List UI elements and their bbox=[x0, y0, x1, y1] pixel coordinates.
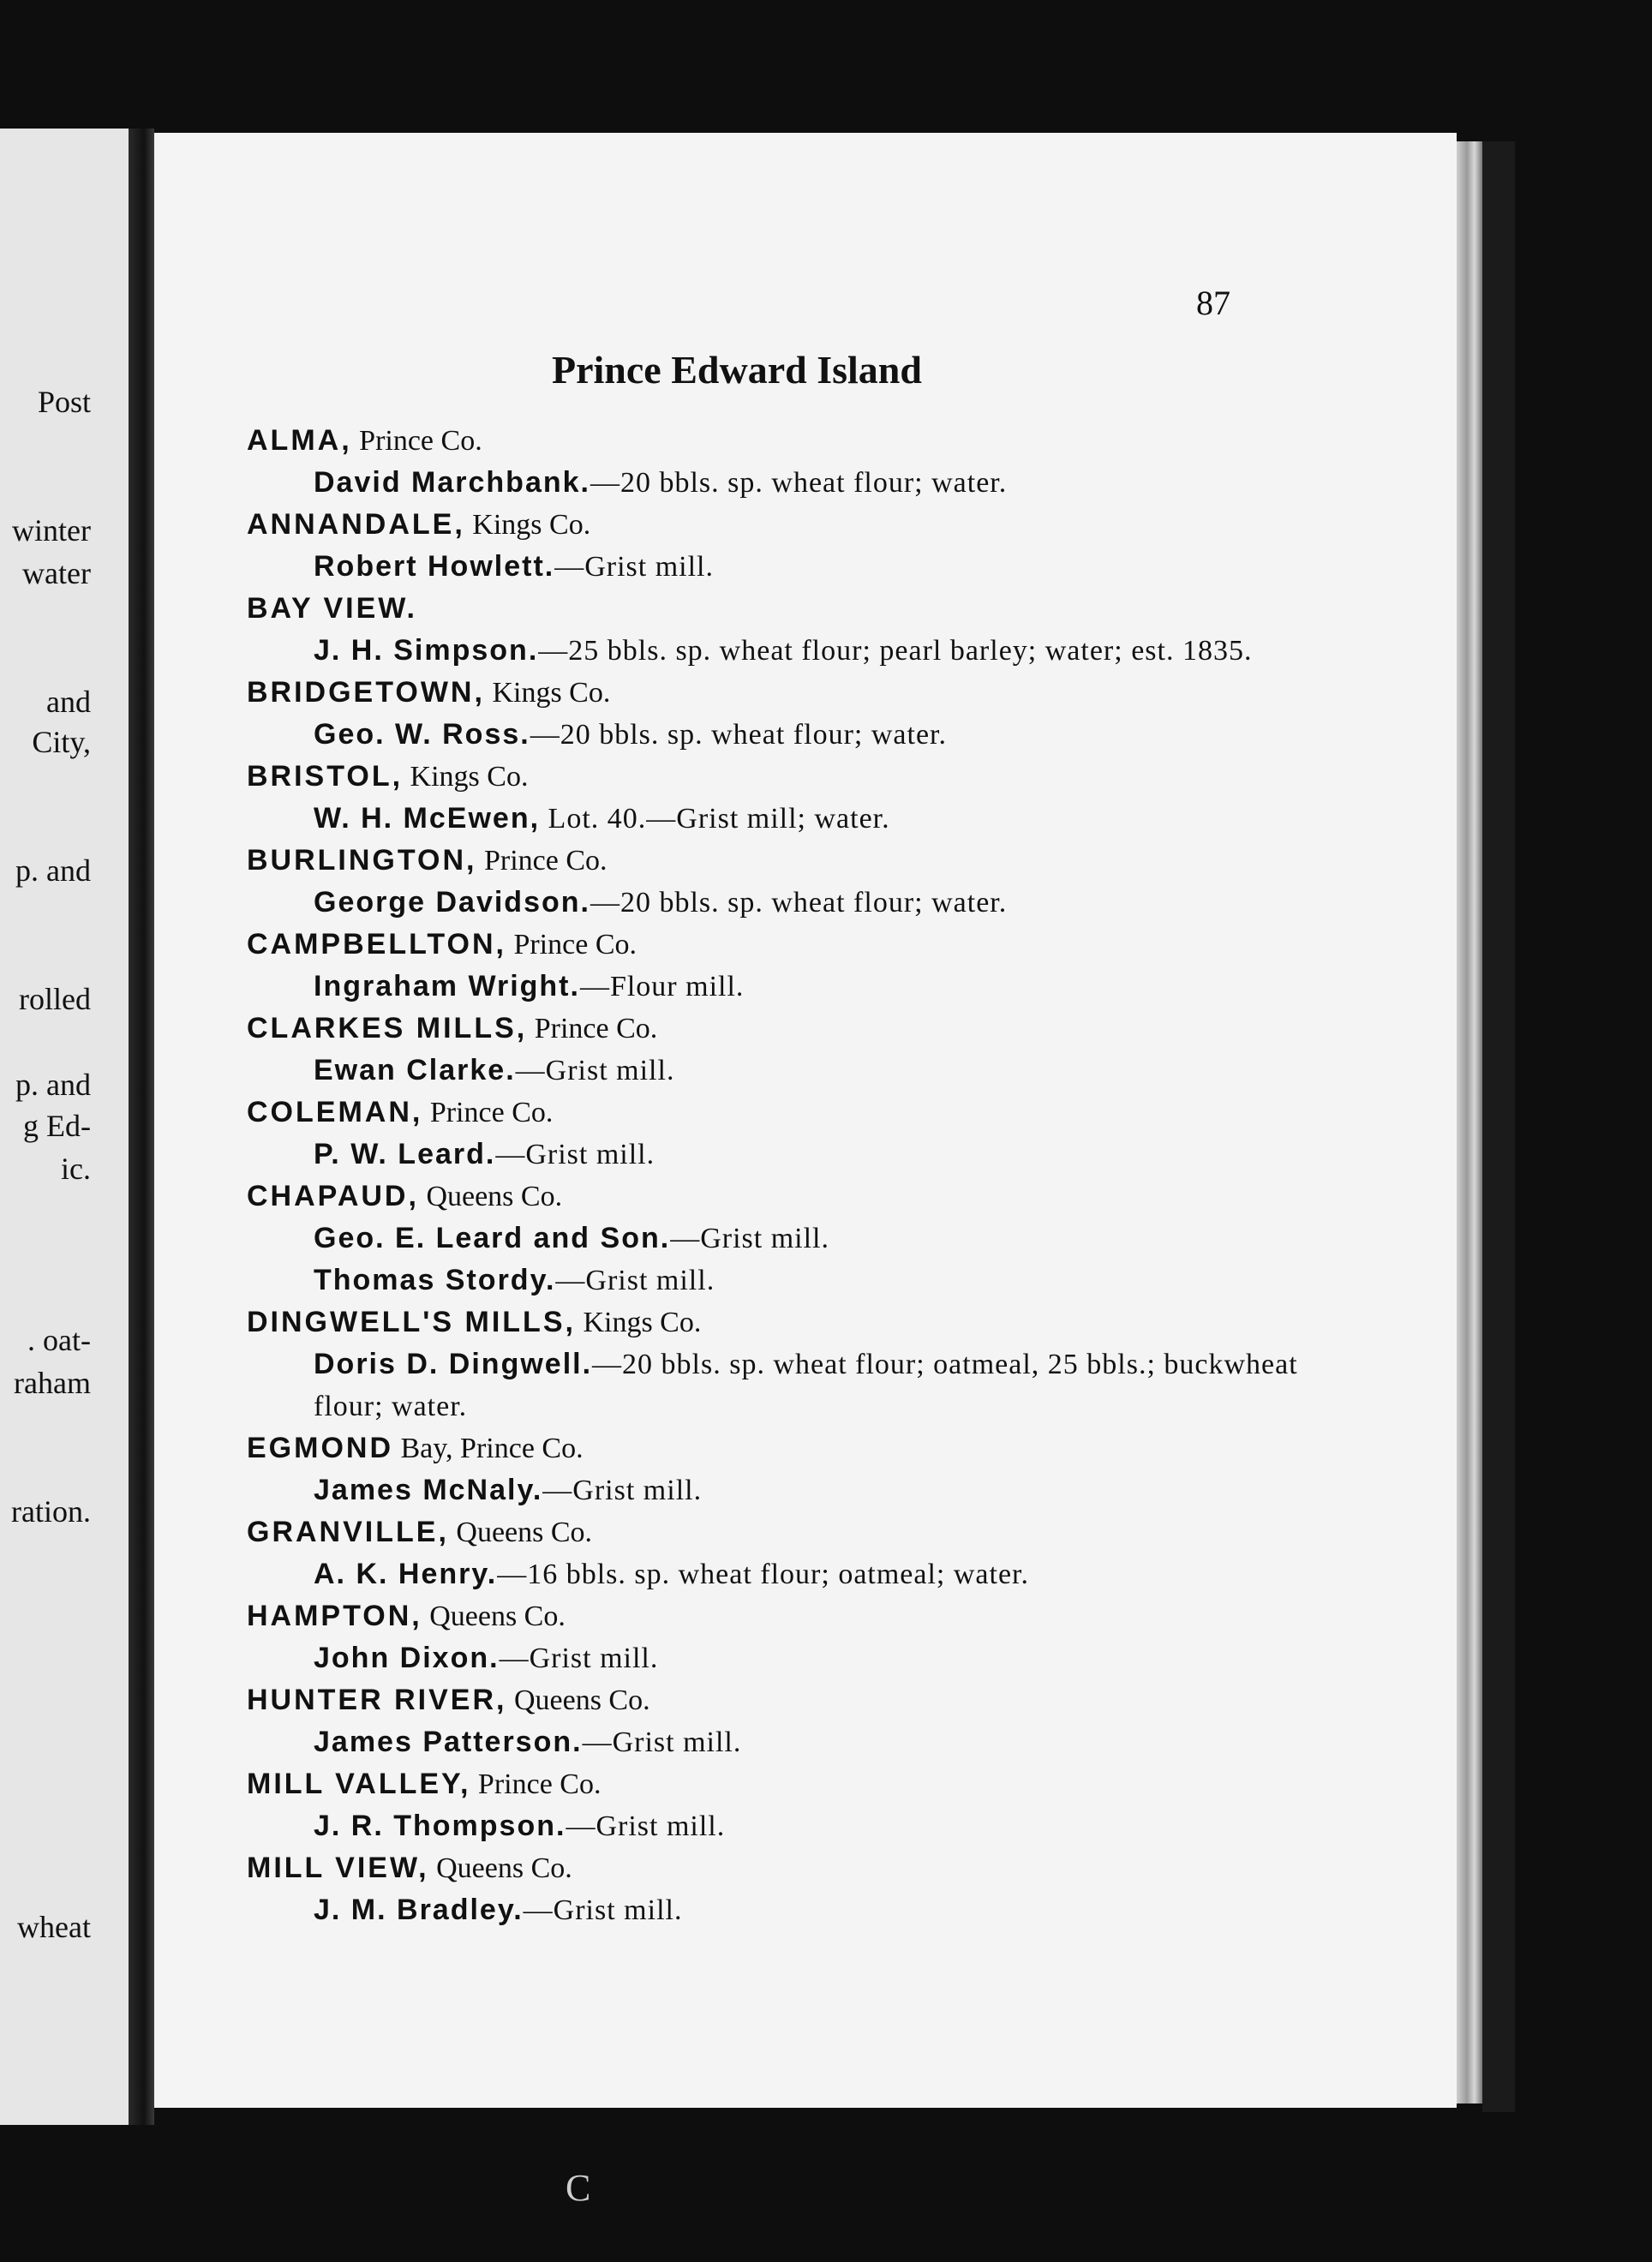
mill-directory-list bbox=[247, 420, 1301, 1931]
mill-record bbox=[247, 1260, 1301, 1302]
mill-description: —Flour mill. bbox=[579, 971, 745, 1002]
miller-name: Robert Howlett. bbox=[314, 550, 555, 583]
mill-description: —Grist mill. bbox=[670, 1223, 829, 1254]
place-name: BAY VIEW. bbox=[247, 592, 417, 625]
county-name: Queens Co. bbox=[422, 1601, 566, 1632]
place-name: MILL VALLEY, bbox=[247, 1768, 471, 1800]
page-number: 87 bbox=[1196, 284, 1230, 322]
left-page-fragment: p. and bbox=[15, 1068, 91, 1102]
directory-entry bbox=[247, 756, 1301, 840]
place-heading bbox=[247, 1511, 1301, 1553]
county-name: Kings Co. bbox=[464, 509, 591, 541]
county-name: Queens Co. bbox=[506, 1685, 650, 1716]
miller-name: Ewan Clarke. bbox=[314, 1054, 516, 1086]
county-name: Prince Co. bbox=[351, 425, 482, 457]
left-page-fragment: rolled bbox=[19, 982, 91, 1016]
directory-entry bbox=[247, 1595, 1301, 1679]
place-heading bbox=[247, 840, 1301, 882]
place-heading bbox=[247, 672, 1301, 714]
mill-description: —Grist mill. bbox=[582, 1726, 742, 1758]
place-heading bbox=[247, 1092, 1301, 1134]
miller-name: David Marchbank. bbox=[314, 466, 590, 499]
left-page-fragment: City, bbox=[32, 725, 91, 759]
county-name: Prince Co. bbox=[476, 845, 608, 877]
mill-description: —Grist mill. bbox=[554, 551, 715, 583]
directory-entry bbox=[247, 672, 1301, 756]
county-name: Kings Co. bbox=[484, 677, 611, 709]
directory-entry bbox=[247, 1511, 1301, 1595]
left-page-fragment: p. and bbox=[15, 853, 91, 888]
county-name: Kings Co. bbox=[403, 761, 529, 793]
mill-record bbox=[247, 1889, 1301, 1931]
county-name: Bay, Prince Co. bbox=[393, 1433, 584, 1464]
place-heading bbox=[247, 1302, 1301, 1343]
mill-record bbox=[247, 1134, 1301, 1176]
previous-page-strip bbox=[0, 129, 129, 2125]
mill-description: —Grist mill. bbox=[523, 1894, 683, 1926]
place-heading bbox=[247, 1176, 1301, 1218]
left-page-fragment: raham bbox=[14, 1366, 91, 1400]
place-heading bbox=[247, 1008, 1301, 1050]
book-cover-edge bbox=[1482, 141, 1515, 2112]
mill-record bbox=[247, 630, 1301, 672]
place-name: ANNANDALE, bbox=[247, 508, 465, 541]
place-name: EGMOND bbox=[247, 1432, 393, 1464]
mill-record bbox=[247, 1343, 1301, 1427]
mill-description: —20 bbls. sp. wheat flour; water. bbox=[590, 887, 1008, 919]
place-name: CAMPBELLTON, bbox=[247, 928, 506, 960]
county-name: Prince Co. bbox=[470, 1768, 602, 1800]
page-title: Prince Edward Island bbox=[552, 348, 922, 392]
mill-record bbox=[247, 714, 1301, 756]
mill-record bbox=[247, 1637, 1301, 1679]
place-heading bbox=[247, 924, 1301, 966]
directory-entry bbox=[247, 1176, 1301, 1302]
directory-entry bbox=[247, 1679, 1301, 1763]
directory-entry bbox=[247, 840, 1301, 924]
mill-record bbox=[247, 546, 1301, 588]
place-name: ALMA, bbox=[247, 424, 352, 457]
left-page-fragment: winter bbox=[12, 513, 91, 548]
place-heading bbox=[247, 1595, 1301, 1637]
miller-name: Ingraham Wright. bbox=[314, 970, 580, 1002]
place-name: DINGWELL'S MILLS, bbox=[247, 1306, 576, 1338]
page-edges bbox=[1457, 141, 1482, 2103]
left-page-fragment: Post bbox=[37, 385, 91, 419]
county-name: Kings Co. bbox=[575, 1307, 702, 1338]
miller-name: Thomas Stordy. bbox=[314, 1264, 556, 1296]
mill-description: —Grist mill. bbox=[495, 1139, 655, 1170]
mill-record bbox=[247, 798, 1301, 840]
miller-name: James Patterson. bbox=[314, 1726, 583, 1758]
place-heading bbox=[247, 1679, 1301, 1721]
directory-entry bbox=[247, 1847, 1301, 1931]
left-page-fragment: ration. bbox=[11, 1494, 91, 1529]
county-name: Queens Co. bbox=[428, 1852, 572, 1884]
mill-description: —Grist mill. bbox=[555, 1265, 715, 1296]
mill-description: —Grist mill. bbox=[566, 1810, 726, 1842]
place-heading bbox=[247, 1847, 1301, 1889]
place-name: BRISTOL, bbox=[247, 760, 404, 793]
place-name: MILL VIEW, bbox=[247, 1852, 429, 1884]
mill-record bbox=[247, 1553, 1301, 1595]
place-heading bbox=[247, 588, 1301, 630]
miller-name: Geo. W. Ross. bbox=[314, 718, 530, 751]
mill-description: —20 bbls. sp. wheat flour; water. bbox=[590, 467, 1008, 499]
miller-name: W. H. McEwen, bbox=[314, 802, 541, 835]
county-name: Queens Co. bbox=[448, 1517, 593, 1548]
place-heading bbox=[247, 420, 1301, 462]
county-name: Queens Co. bbox=[418, 1181, 563, 1212]
place-name: HAMPTON, bbox=[247, 1600, 422, 1632]
mill-description: —Grist mill. bbox=[515, 1055, 675, 1086]
mill-description: —Grist mill. bbox=[499, 1643, 659, 1674]
miller-name: A. K. Henry. bbox=[314, 1558, 498, 1590]
directory-entry bbox=[247, 504, 1301, 588]
mill-description: —16 bbls. sp. wheat flour; oatmeal; water. bbox=[497, 1559, 1030, 1590]
directory-entry bbox=[247, 588, 1301, 672]
place-name: HUNTER RIVER, bbox=[247, 1684, 507, 1716]
directory-entry bbox=[247, 1092, 1301, 1176]
miller-name: J. H. Simpson. bbox=[314, 634, 539, 667]
directory-entry bbox=[247, 1008, 1301, 1092]
left-page-fragment: . oat- bbox=[27, 1323, 91, 1357]
place-name: GRANVILLE, bbox=[247, 1516, 449, 1548]
mill-record bbox=[247, 1805, 1301, 1847]
place-name: BURLINGTON, bbox=[247, 844, 477, 877]
miller-name: J. R. Thompson. bbox=[314, 1810, 566, 1842]
mill-record bbox=[247, 1050, 1301, 1092]
mill-description: Lot. 40.—Grist mill; water. bbox=[540, 803, 890, 835]
mill-description: —20 bbls. sp. wheat flour; oatmeal, 25 bbls.; buckwheat flour; water. bbox=[314, 1349, 1298, 1422]
mill-record bbox=[247, 1721, 1301, 1763]
left-page-fragment: wheat bbox=[17, 1910, 91, 1944]
miller-name: James McNaly. bbox=[314, 1474, 543, 1506]
left-page-fragment: ic. bbox=[61, 1152, 91, 1186]
county-name: Prince Co. bbox=[422, 1097, 554, 1128]
mill-record bbox=[247, 966, 1301, 1008]
directory-entry bbox=[247, 1302, 1301, 1427]
directory-entry bbox=[247, 1427, 1301, 1511]
mill-record bbox=[247, 882, 1301, 924]
place-name: CHAPAUD, bbox=[247, 1180, 419, 1212]
miller-name: George Davidson. bbox=[314, 886, 590, 919]
county-name: Prince Co. bbox=[506, 929, 637, 960]
book-gutter bbox=[129, 129, 154, 2125]
miller-name: J. M. Bradley. bbox=[314, 1894, 524, 1926]
county-name: Prince Co. bbox=[527, 1013, 658, 1044]
place-heading bbox=[247, 1763, 1301, 1805]
left-page-fragment: g Ed- bbox=[23, 1109, 91, 1143]
miller-name: P. W. Leard. bbox=[314, 1138, 496, 1170]
miller-name: Geo. E. Leard and Son. bbox=[314, 1222, 671, 1254]
place-name: COLEMAN, bbox=[247, 1096, 423, 1128]
miller-name: Doris D. Dingwell. bbox=[314, 1348, 593, 1380]
left-page-fragment: water bbox=[22, 556, 91, 590]
mill-description: —Grist mill. bbox=[542, 1475, 703, 1506]
miller-name: John Dixon. bbox=[314, 1642, 500, 1674]
place-heading bbox=[247, 756, 1301, 798]
place-heading bbox=[247, 504, 1301, 546]
mill-record bbox=[247, 462, 1301, 504]
place-name: BRIDGETOWN, bbox=[247, 676, 485, 709]
mill-description: —20 bbls. sp. wheat flour; water. bbox=[530, 719, 947, 751]
mill-record bbox=[247, 1469, 1301, 1511]
place-name: CLARKES MILLS, bbox=[247, 1012, 528, 1044]
bottom-mark: C bbox=[566, 2167, 591, 2209]
directory-entry bbox=[247, 1763, 1301, 1847]
directory-entry bbox=[247, 924, 1301, 1008]
left-page-fragment: and bbox=[46, 685, 91, 719]
mill-record bbox=[247, 1218, 1301, 1260]
place-heading bbox=[247, 1427, 1301, 1469]
mill-description: —25 bbls. sp. wheat flour; pearl barley; water; est. 1835. bbox=[538, 635, 1253, 667]
directory-entry bbox=[247, 420, 1301, 504]
